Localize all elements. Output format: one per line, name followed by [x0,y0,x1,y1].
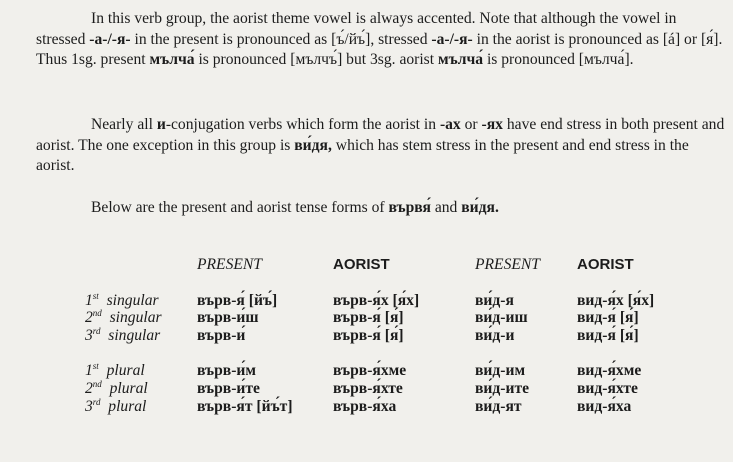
person-label: 1st singular [85,290,159,309]
header-present: PRESENT [197,256,262,273]
present-form: ви́д-ят [475,397,522,415]
present-form: върв-я́т [йъ́т] [197,397,293,415]
aorist-form: върв-я́ [я́] [333,326,404,344]
paragraph-stress-note: In this verb group, the aorist theme vowel is always accented. Note that although the vowel in stressed -а-/-я- in the present is pronounced as [ъ́/йъ́], stressed -а-/-я- in the aorist is pronounced as [á] or [я́]. Thus 1sg. present мълча́ is pronounced [мълчъ́] but 3sg. aorist мълча́ is pronounced [мълча́]. [36,10,723,69]
table-row [85,292,677,310]
singular-rows [85,292,677,345]
aorist-form: вид-я́хте [577,379,638,397]
aorist-form: върв-я́ [я́] [333,309,404,327]
present-form: върв-и́ [197,326,246,344]
aorist-form: върв-я́хме [333,362,407,380]
table-row [85,309,677,327]
example-verb: вървя́ [388,199,431,216]
person-label: 1st plural [85,361,145,380]
table-row [85,398,677,416]
conjugation-letter: и [156,116,166,133]
aorist-form: върв-я́х [я́х] [333,291,420,309]
ending-form: -а-/-я- [89,30,131,48]
person-label: 2nd singular [85,308,162,327]
example-verb: мълча́ [149,51,195,69]
example-verb: ви́дя, [294,136,332,154]
header-aorist: AORIST [333,256,390,273]
present-form: ви́д-иш [475,309,528,327]
present-form: върв-и́ш [197,309,259,327]
table-row [85,380,677,398]
example-verb: мълча́ [438,51,484,69]
aorist-form: вид-я́ [я́] [577,309,639,327]
row-gap [85,344,677,362]
paragraph-conjugation-note: Nearly all и-conjugation verbs which form the aorist in -ах or -ях have end stress in both present and aorist. The one exception in this group is ви́дя, which has stem stress in the present and end stress in the aorist. [36,116,725,175]
ending-form: -а-/-я- [431,30,473,48]
aorist-form: вид-я́ [я́] [577,326,639,344]
present-form: ви́д-ите [475,379,530,397]
person-label: 3rd plural [85,396,147,415]
present-form: върв-и́те [197,379,260,397]
person-label: 3rd singular [85,325,161,344]
aorist-form: вид-я́ха [577,397,632,415]
present-form: ви́д-им [475,362,526,380]
plural-rows [85,362,677,415]
present-form: ви́д-я [475,291,514,309]
present-form: върв-и́м [197,362,257,380]
aorist-form: върв-я́хте [333,379,403,397]
present-form: ви́д-и [475,326,515,344]
table-row [85,362,677,380]
conjugation-table [85,256,677,415]
ending-form: -ах [439,116,461,133]
aorist-form: върв-я́ха [333,397,397,415]
aorist-form: вид-я́хме [577,362,642,380]
person-label: 2nd plural [85,378,148,397]
table-header-row [85,256,677,292]
present-form: върв-я́ [йъ́] [197,291,278,309]
table-row [85,327,677,345]
header-aorist: AORIST [577,256,634,273]
aorist-form: вид-я́х [я́х] [577,291,655,309]
header-present: PRESENT [475,256,540,273]
paragraph-table-intro: Below are the present and aorist tense forms of вървя́ and ви́дя. [91,199,499,216]
example-verb: ви́дя. [461,199,499,216]
ending-form: -ях [481,116,503,133]
